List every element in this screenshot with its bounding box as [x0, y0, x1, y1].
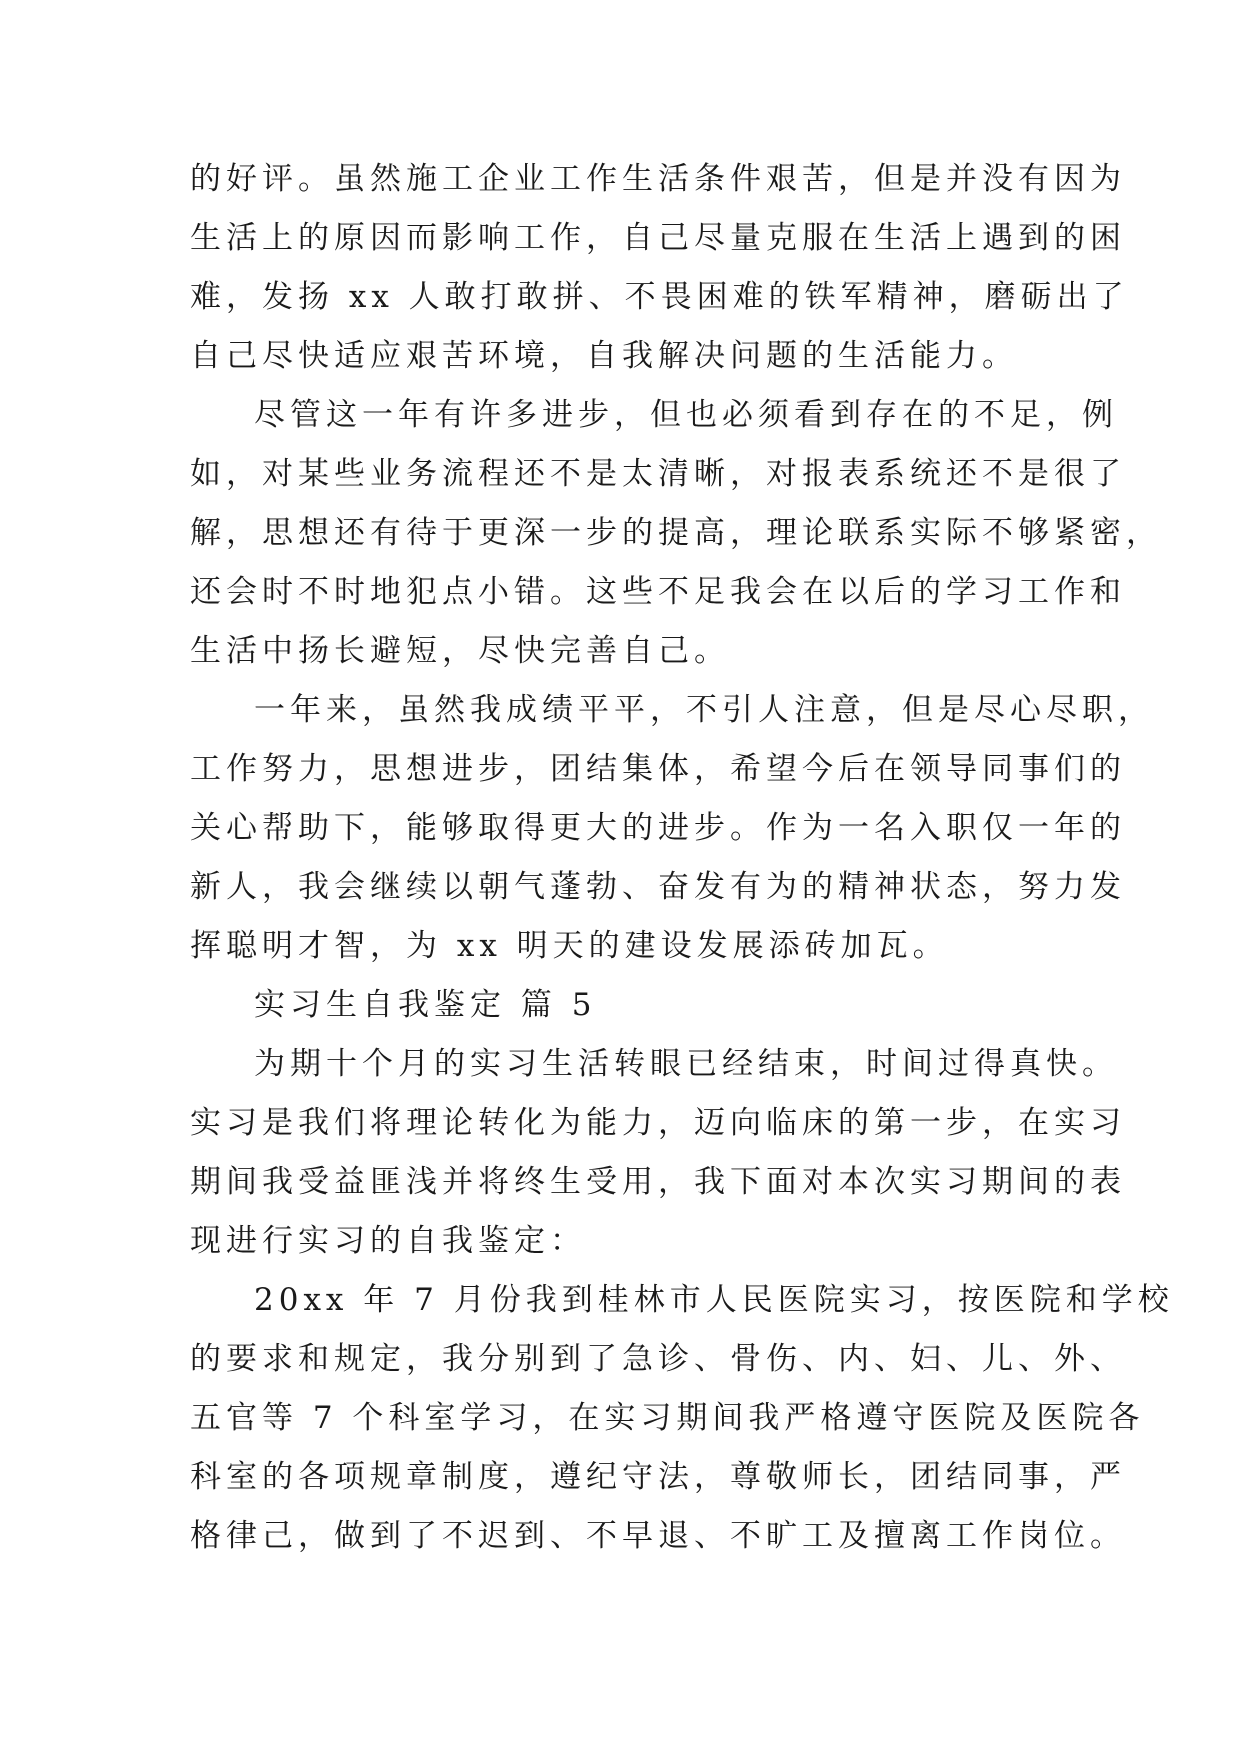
- text-line: 现进行实习的自我鉴定：: [190, 1223, 586, 1259]
- text-line: 期间我受益匪浅并将终生受用，我下面对本次实习期间的表: [190, 1164, 1126, 1200]
- section-heading: 实习生自我鉴定 篇 5: [254, 987, 597, 1023]
- text-line: 工作努力，思想进步，团结集体，希望今后在领导同事们的: [190, 751, 1126, 787]
- text-line: 生活上的原因而影响工作，自己尽量克服在生活上遇到的困: [190, 220, 1126, 256]
- text-line: 五官等 7 个科室学习，在实习期间我严格遵守医院及医院各: [190, 1400, 1145, 1436]
- paragraph-start-line: 尽管这一年有许多进步，但也必须看到存在的不足，例: [254, 397, 1118, 433]
- text-line: 解，思想还有待于更深一步的提高，理论联系实际不够紧密，: [190, 515, 1162, 551]
- text-line: 新人，我会继续以朝气蓬勃、奋发有为的精神状态，努力发: [190, 869, 1126, 905]
- paragraph-start-line: 为期十个月的实习生活转眼已经结束，时间过得真快。: [254, 1046, 1118, 1082]
- paragraph-start-line: 一年来，虽然我成绩平平，不引人注意，但是尽心尽职，: [254, 692, 1154, 728]
- text-line: 如，对某些业务流程还不是太清晰，对报表系统还不是很了: [190, 456, 1126, 492]
- text-line: 难，发扬 xx 人敢打敢拼、不畏困难的铁军精神，磨砺出了: [190, 279, 1129, 315]
- text-line: 关心帮助下，能够取得更大的进步。作为一名入职仅一年的: [190, 810, 1126, 846]
- text-line: 科室的各项规章制度，遵纪守法，尊敬师长，团结同事，严: [190, 1459, 1126, 1495]
- text-line: 自己尽快适应艰苦环境，自我解决问题的生活能力。: [190, 338, 1018, 374]
- text-line: 还会时不时地犯点小错。这些不足我会在以后的学习工作和: [190, 574, 1126, 610]
- text-line: 实习是我们将理论转化为能力，迈向临床的第一步，在实习: [190, 1105, 1126, 1141]
- body-text: [190, 150, 1174, 1566]
- paragraph-start-line: 20xx 年 7 月份我到桂林市人民医院实习，按医院和学校: [254, 1282, 1174, 1318]
- text-line: 生活中扬长避短，尽快完善自己。: [190, 633, 730, 669]
- text-line: 挥聪明才智，为 xx 明天的建设发展添砖加瓦。: [190, 928, 949, 964]
- text-line: 的要求和规定，我分别到了急诊、骨伤、内、妇、儿、外、: [190, 1341, 1126, 1377]
- text-line: 格律己，做到了不迟到、不早退、不旷工及擅离工作岗位。: [190, 1518, 1126, 1554]
- text-line: 的好评。虽然施工企业工作生活条件艰苦，但是并没有因为: [190, 161, 1126, 197]
